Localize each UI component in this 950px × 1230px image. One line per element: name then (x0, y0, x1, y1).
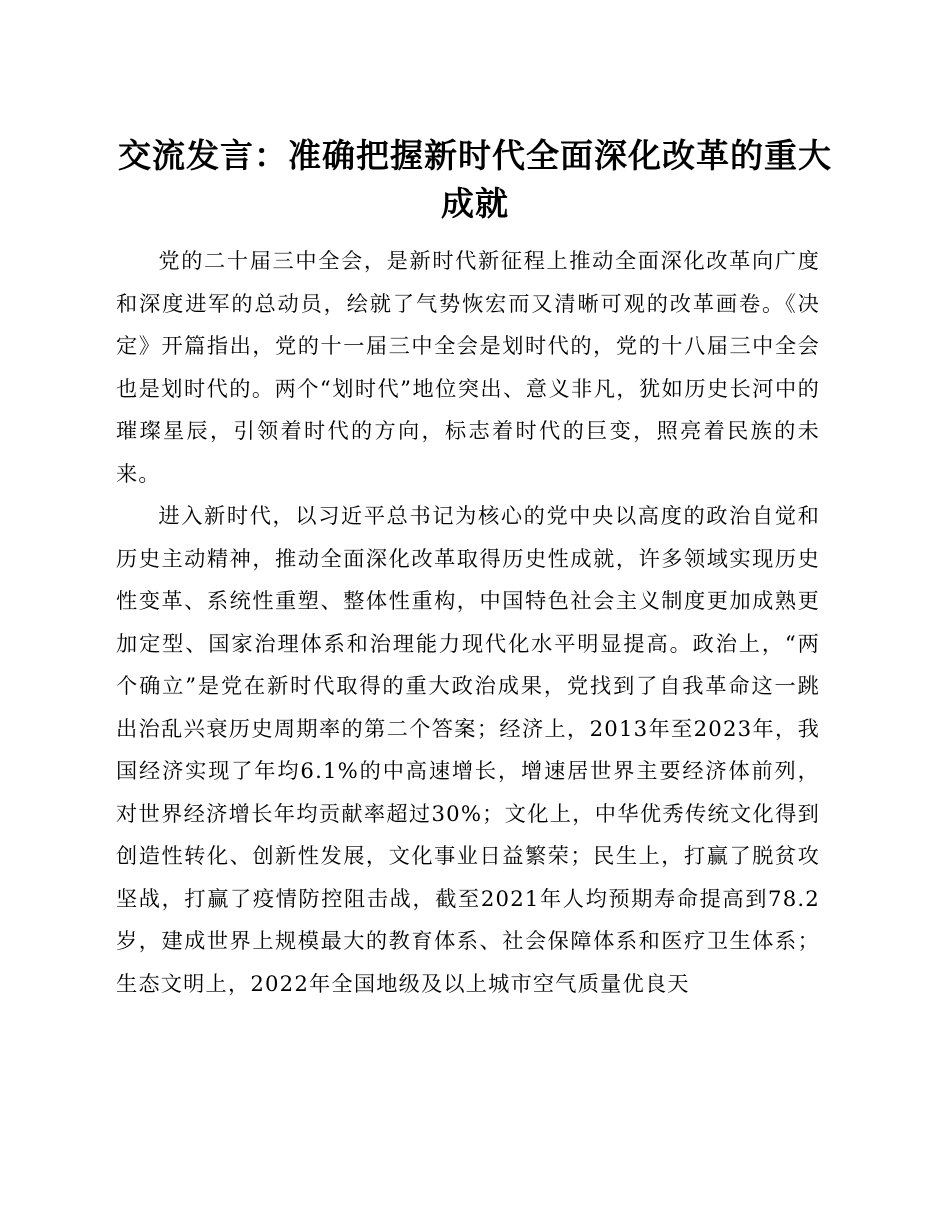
paragraph: 进入新时代，以习近平总书记为核心的党中央以高度的政治自觉和历史主动精神，推动全面深化改革取得历史性成就，许多领域实现历史性变革、系统性重塑、整体性重构，中国特色社会主义制度更加成熟更加定型、国家治理体系和治理能力现代化水平明显提高。政治上，“两个确立”是党在新时代取得的重大政治成果，党找到了自我革命这一跳出治乱兴衰历史周期率的第二个答案；经济上，2013年至2023年，我国经济实现了年均6.1%的中高速增长，增速居世界主要经济体前列，对世界经济增长年均贡献率超过30%；文化上，中华优秀传统文化得到创造性转化、创新性发展，文化事业日益繁荣；民生上，打赢了脱贫攻坚战，打赢了疫情防控阻击战，截至2021年人均预期寿命提高到78.2岁，建成世界上规模最大的教育体系、社会保障体系和医疗卫生体系；生态文明上，2022年全国地级及以上城市空气质量优良天 (116, 503, 820, 996)
document-title: 交流发言：准确把握新时代全面深化改革的重大成就 (118, 136, 832, 223)
paragraph: 党的二十届三中全会，是新时代新征程上推动全面深化改革向广度和深度进军的总动员，绘就了气势恢宏而又清晰可观的改革画卷。《决定》开篇指出，党的十一届三中全会是划时代的，党的十八届三中全会也是划时代的。两个“划时代”地位突出、意义非凡，犹如历史长河中的璀璨星辰，引领着时代的方向，标志着时代的巨变，照亮着民族的未来。 (116, 248, 820, 486)
document-body (116, 240, 820, 1005)
